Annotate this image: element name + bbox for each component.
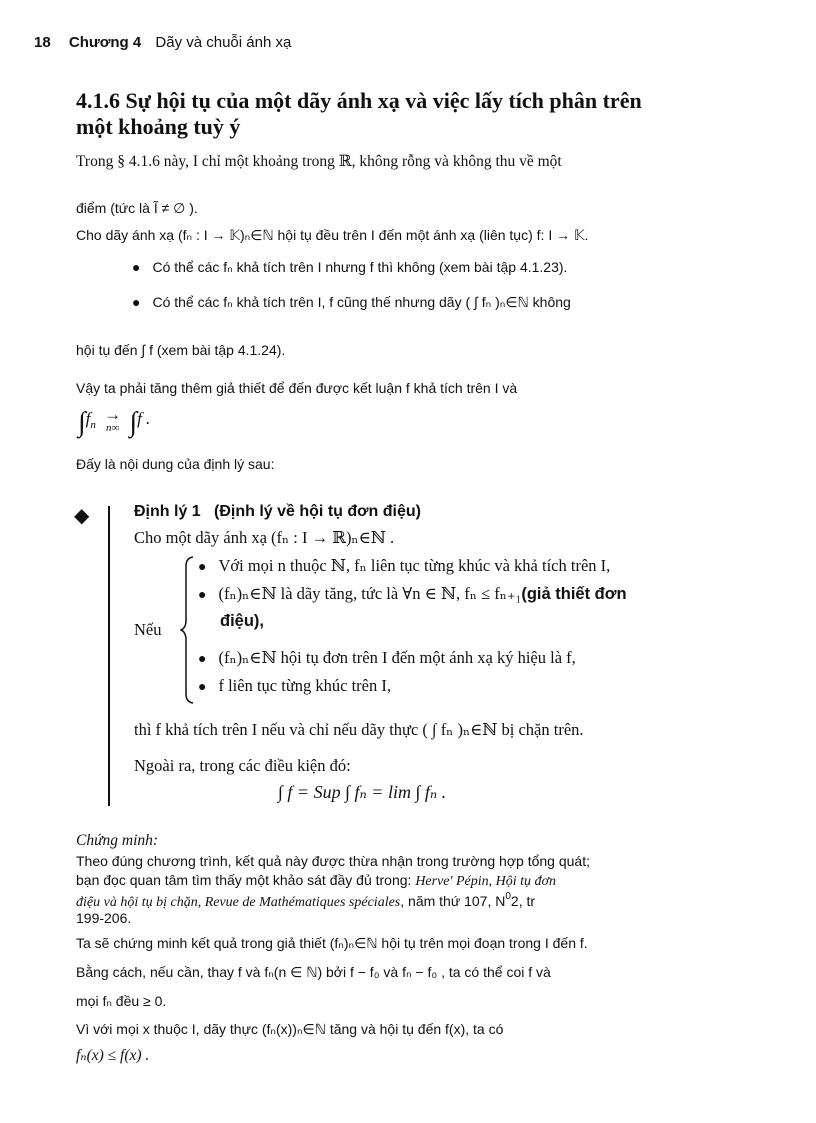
- theorem-intro: Cho một dãy ánh xạ (fₙ : I → ℝ)ₙ∈ℕ .: [134, 528, 395, 547]
- proof-line-4: 199-206.: [76, 910, 132, 926]
- proof-line-8: Vì với mọi x thuộc I, dãy thực (fₙ(x))ₙ∈ℕ tăng và hội tụ đến f(x), ta có: [76, 1021, 504, 1037]
- intro-line-3: Cho dãy ánh xạ (fₙ : I → 𝕂)ₙ∈ℕ hội tụ đều trên I đến một ánh xạ (liên tục) f: I → 𝕂.: [76, 227, 589, 243]
- proof-line-1: Theo đúng chương trình, kết quả này được thừa nhận trong trường hợp tổng quát;: [76, 853, 590, 869]
- chapter-title: Dãy và chuỗi ánh xạ: [155, 34, 292, 51]
- bullet-icon: ●: [198, 588, 207, 603]
- limit-integral-formula: $\int f_n$ → n∞ ∫f .: [78, 405, 151, 438]
- condition-2: ● (fₙ)ₙ∈ℕ là dãy tăng, tức là ∀n ∈ ℕ, fₙ ≤ fₙ₊₁(giả thiết đơn: [198, 584, 627, 603]
- intro-line-5: Đấy là nội dung của định lý sau:: [76, 456, 275, 472]
- section-title-line2: một khoảng tuỳ ý: [76, 114, 241, 139]
- theorem-if-word: Nếu: [134, 620, 162, 639]
- theorem-title: Định lý 1 (Định lý về hội tụ đơn điệu): [134, 503, 421, 520]
- bullet-icon: ●: [198, 680, 207, 695]
- bullet-icon: ●: [198, 652, 207, 667]
- condition-1: ● Với mọi n thuộc ℕ, fₙ liên tục từng khúc và khả tích trên I,: [198, 556, 611, 575]
- intro-line-4: Vậy ta phải tăng thêm giả thiết để đến được kết luận f khả tích trên I và: [76, 380, 518, 396]
- proof-label: Chứng minh:: [76, 832, 159, 849]
- proof-line-3: điệu và hội tụ bị chặn, Revue de Mathématiques spéciales, năm thứ 107, $N^02$, tr: [76, 891, 536, 910]
- running-header: [34, 34, 291, 51]
- section-title-line1: 4.1.6 Sự hội tụ của một dãy ánh xạ và việc lấy tích phân trên: [76, 88, 642, 113]
- proof-line-6: Bằng cách, nếu cần, thay f và fₙ(n ∈ ℕ) bởi f − f₀ và fₙ − f₀ , ta có thể coi f và: [76, 964, 551, 980]
- bullet-icon: ●: [198, 560, 207, 575]
- bullet-icon: ●: [132, 294, 141, 310]
- bullet-icon: ●: [132, 259, 141, 275]
- condition-4: ● f liên tục từng khúc trên I,: [198, 676, 391, 695]
- proof-line-9: fₙ(x) ≤ f(x) .: [76, 1047, 150, 1064]
- condition-3: ● (fₙ)ₙ∈ℕ hội tụ đơn trên I đến một ánh xạ ký hiệu là f,: [198, 648, 576, 667]
- intro-line-2: điểm (tức là Ĩ ≠ ∅ ).: [76, 200, 198, 216]
- bullet-item-1: ● Có thể các fₙ khả tích trên I nhưng f thì không (xem bài tập 4.1.23).: [132, 259, 568, 275]
- proof-line-7: mọi fₙ đều ≥ 0.: [76, 993, 167, 1009]
- intro-line-bullet2-cont: hội tụ đến ∫ f (xem bài tập 4.1.24).: [76, 342, 286, 358]
- proof-line-5: Ta sẽ chứng minh kết quả trong giả thiết (fₙ)ₙ∈ℕ hội tụ trên mọi đoạn trong I đến f.: [76, 935, 588, 951]
- left-brace-icon: [180, 556, 194, 704]
- theorem-moreover: Ngoài ra, trong các điều kiện đó:: [134, 756, 351, 775]
- theorem-formula: ∫ f = Sup ∫ fₙ = lim ∫ fₙ .: [278, 782, 447, 802]
- condition-2-cont: điệu),: [220, 612, 264, 630]
- page-number: 18: [34, 34, 51, 51]
- theorem-vertical-rule: [108, 506, 110, 806]
- theorem-diamond-icon: ◆: [74, 505, 90, 527]
- proof-line-2: bạn đọc quan tâm tìm thấy một khảo sát đầy đủ trong: Herve' Pépin, Hội tụ đơn: [76, 872, 557, 889]
- intro-line-1: Trong § 4.1.6 này, I chỉ một khoảng trong ℝ, không rỗng và không thu về một: [76, 153, 562, 170]
- theorem-conclusion: thì f khả tích trên I nếu và chỉ nếu dãy thực ( ∫ fₙ )ₙ∈ℕ bị chặn trên.: [134, 720, 584, 739]
- chapter-label: Chương 4: [68, 34, 142, 51]
- bullet-item-2: ● Có thể các fₙ khả tích trên I, f cũng thế nhưng dãy ( ∫ fₙ )ₙ∈ℕ không: [132, 294, 571, 310]
